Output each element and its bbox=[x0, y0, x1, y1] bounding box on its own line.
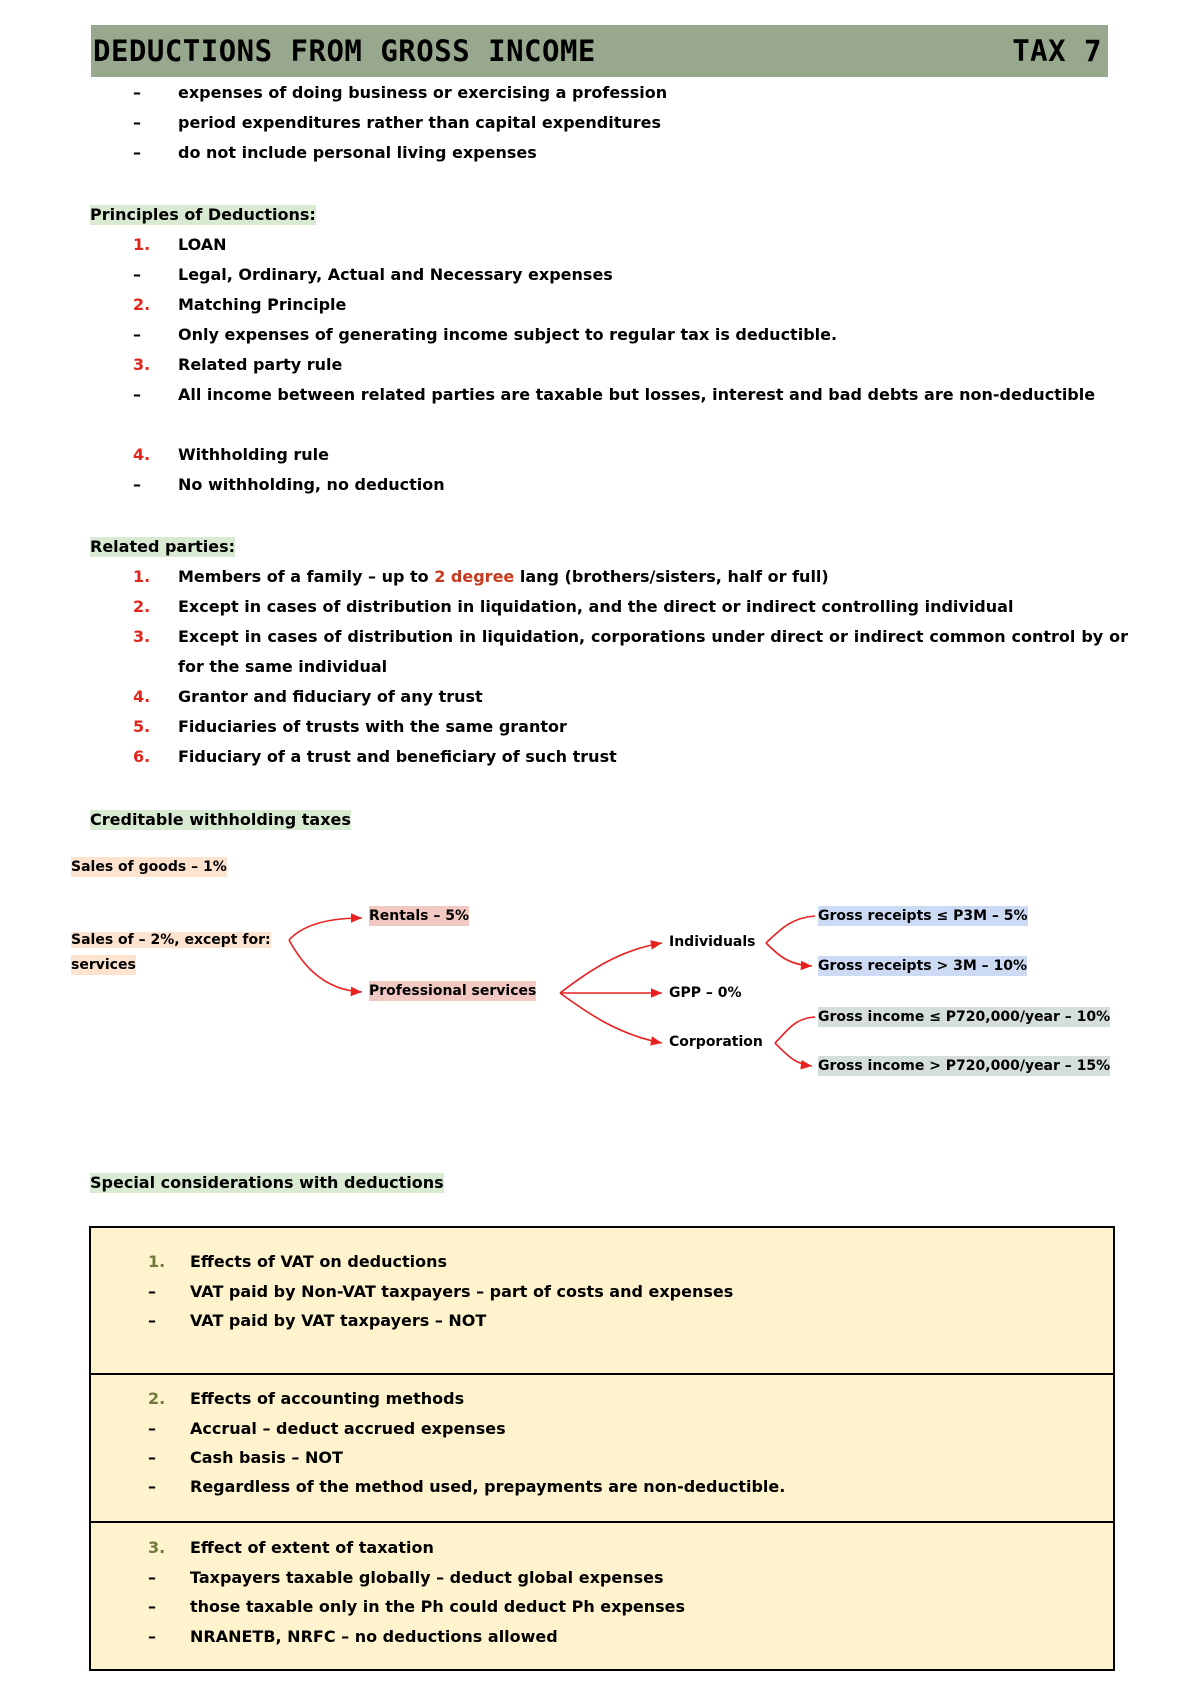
principle-title: Withholding rule bbox=[178, 445, 330, 464]
bullet-dash: – bbox=[148, 1597, 156, 1616]
consideration-line: VAT paid by VAT taxpayers – NOT bbox=[190, 1311, 487, 1330]
related-number: 5. bbox=[133, 717, 151, 736]
arrow-to-gi-low bbox=[775, 1017, 815, 1043]
bullet-dash: – bbox=[148, 1282, 156, 1301]
arrow-to-professional bbox=[289, 940, 362, 992]
arrow-to-individuals bbox=[560, 943, 662, 993]
bullet-dash: – bbox=[148, 1448, 156, 1467]
consideration-title: Effect of extent of taxation bbox=[190, 1538, 434, 1557]
gross-income-high: Gross income > P720,000/year – 15% bbox=[818, 1058, 1111, 1074]
consideration-number: 2. bbox=[148, 1389, 166, 1408]
bullet-dash: – bbox=[148, 1568, 156, 1587]
bullet-dash: – bbox=[133, 325, 141, 344]
consideration-box bbox=[89, 1226, 1115, 1375]
sales-services-label-cont: services bbox=[71, 957, 136, 973]
intro-line: period expenditures rather than capital expenditures bbox=[178, 113, 662, 132]
related-number: 1. bbox=[133, 567, 151, 586]
principle-desc: Only expenses of generating income subject to regular tax is deductible. bbox=[178, 325, 838, 344]
special-heading: Special considerations with deductions bbox=[90, 1173, 444, 1192]
rentals-node: Rentals – 5% bbox=[369, 908, 470, 924]
consideration-title: Effects of accounting methods bbox=[190, 1389, 465, 1408]
bullet-dash: – bbox=[133, 83, 141, 102]
individuals-node: Individuals bbox=[669, 934, 756, 950]
course-code: TAX 7 bbox=[1012, 34, 1102, 68]
arrow-to-gr-high bbox=[766, 943, 812, 966]
related-item: Except in cases of distribution in liquidation, and the direct or indirect controlling individual bbox=[178, 597, 1014, 616]
bullet-dash: – bbox=[133, 475, 141, 494]
arrow-to-gi-high bbox=[775, 1043, 812, 1066]
bullet-dash: – bbox=[133, 113, 141, 132]
intro-line: do not include personal living expenses bbox=[178, 143, 537, 162]
principles-heading: Principles of Deductions: bbox=[90, 205, 316, 224]
bullet-dash: – bbox=[148, 1311, 156, 1330]
consideration-line: Taxpayers taxable globally – deduct global expenses bbox=[190, 1568, 664, 1587]
consideration-line: VAT paid by Non-VAT taxpayers – part of costs and expenses bbox=[190, 1282, 734, 1301]
principle-desc: No withholding, no deduction bbox=[178, 475, 445, 494]
principle-number: 3. bbox=[133, 355, 151, 374]
bullet-dash: – bbox=[148, 1627, 156, 1646]
related-number: 2. bbox=[133, 597, 151, 616]
related-item: Except in cases of distribution in liquidation, corporations under direct or indirect common control by or for the same individual bbox=[178, 627, 1128, 676]
related-item: Fiduciary of a trust and beneficiary of such trust bbox=[178, 747, 617, 766]
gross-receipts-low: Gross receipts ≤ P3M – 5% bbox=[818, 908, 1028, 924]
arrow-to-rentals bbox=[289, 918, 362, 940]
consideration-line: Accrual – deduct accrued expenses bbox=[190, 1419, 506, 1438]
consideration-box bbox=[89, 1373, 1115, 1523]
related-text: Members of a family – up to bbox=[178, 567, 435, 586]
principle-title: Related party rule bbox=[178, 355, 343, 374]
related-number: 6. bbox=[133, 747, 151, 766]
cwt-heading: Creditable withholding taxes bbox=[90, 810, 351, 829]
professional-services-node: Professional services bbox=[369, 983, 537, 999]
principle-number: 2. bbox=[133, 295, 151, 314]
gpp-node: GPP – 0% bbox=[669, 985, 742, 1001]
consideration-line: Cash basis – NOT bbox=[190, 1448, 343, 1467]
bullet-dash: – bbox=[133, 265, 141, 284]
consideration-number: 3. bbox=[148, 1538, 166, 1557]
gross-receipts-high: Gross receipts > 3M – 10% bbox=[818, 958, 1028, 974]
intro-line: expenses of doing business or exercising a profession bbox=[178, 83, 668, 102]
consideration-line: Regardless of the method used, prepayments are non-deductible. bbox=[190, 1477, 786, 1496]
principle-number: 1. bbox=[133, 235, 151, 254]
bullet-dash: – bbox=[148, 1477, 156, 1496]
related-text: lang (brothers/sisters, half or full) bbox=[514, 567, 829, 586]
related-heading: Related parties: bbox=[90, 537, 236, 556]
sales-services-text: Sales of – 2%, except for: bbox=[71, 932, 271, 948]
gross-income-low: Gross income ≤ P720,000/year – 10% bbox=[818, 1009, 1111, 1025]
related-item: Fiduciaries of trusts with the same grantor bbox=[178, 717, 567, 736]
consideration-line: those taxable only in the Ph could deduct Ph expenses bbox=[190, 1597, 686, 1616]
principle-desc: All income between related parties are taxable but losses, interest and bad debts are non-deductible bbox=[178, 385, 1096, 404]
sales-goods-label: Sales of goods – 1% bbox=[71, 859, 227, 875]
related-item: Grantor and fiduciary of any trust bbox=[178, 687, 483, 706]
arrow-to-gr-low bbox=[766, 916, 815, 943]
consideration-title: Effects of VAT on deductions bbox=[190, 1252, 448, 1271]
arrow-to-corporation bbox=[560, 993, 662, 1043]
principle-number: 4. bbox=[133, 445, 151, 464]
corporation-node: Corporation bbox=[669, 1034, 763, 1050]
consideration-line: NRANETB, NRFC – no deductions allowed bbox=[190, 1627, 558, 1646]
consideration-box bbox=[89, 1521, 1115, 1671]
degree-highlight: 2 degree bbox=[434, 567, 515, 586]
related-number: 3. bbox=[133, 627, 151, 646]
related-number: 4. bbox=[133, 687, 151, 706]
principle-title: Matching Principle bbox=[178, 295, 347, 314]
principle-title: LOAN bbox=[178, 235, 227, 254]
page-title: DEDUCTIONS FROM GROSS INCOME bbox=[93, 34, 596, 68]
bullet-dash: – bbox=[133, 143, 141, 162]
bullet-dash: – bbox=[148, 1419, 156, 1438]
bullet-dash: – bbox=[133, 385, 141, 404]
consideration-number: 1. bbox=[148, 1252, 166, 1271]
principle-desc: Legal, Ordinary, Actual and Necessary expenses bbox=[178, 265, 613, 284]
